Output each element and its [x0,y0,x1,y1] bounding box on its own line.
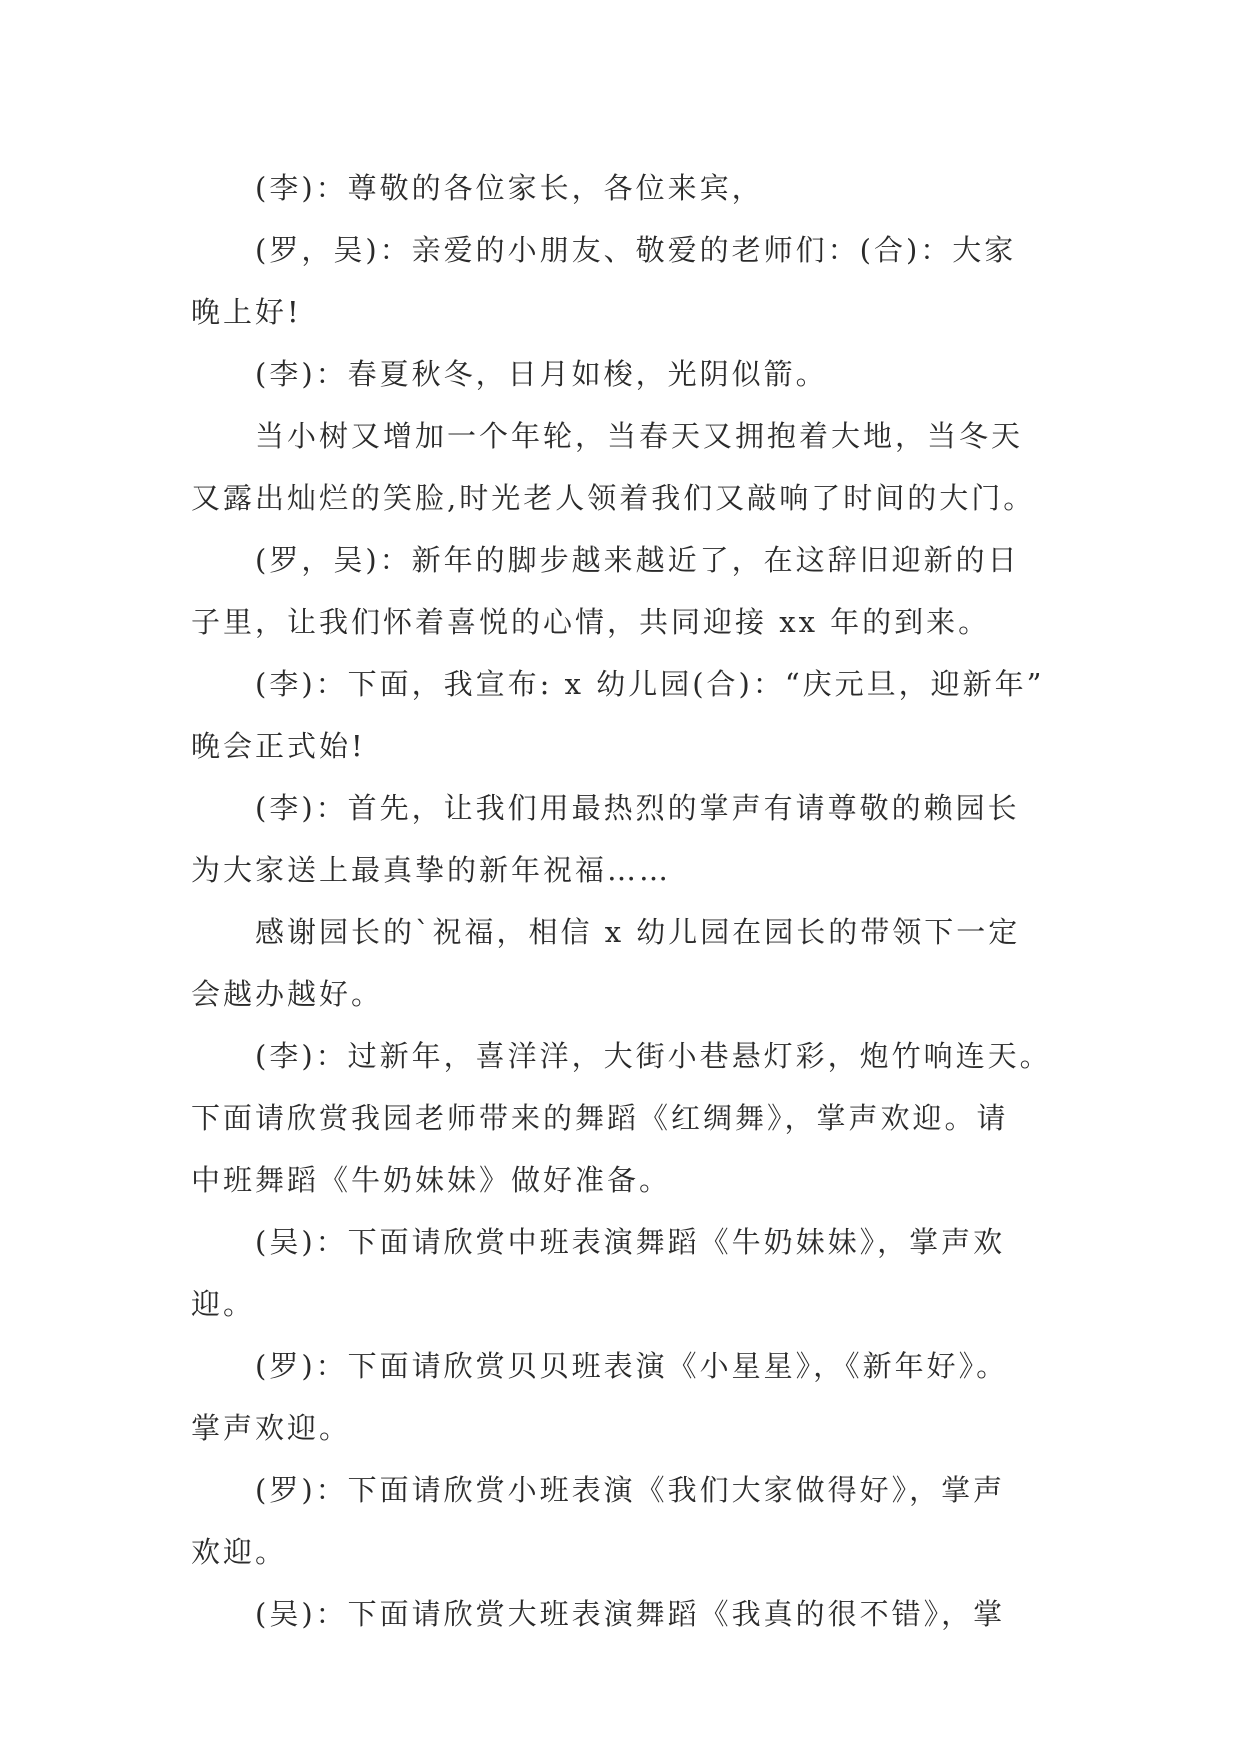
paragraph [191,1211,1071,1335]
paragraph [191,1583,1071,1645]
paragraph [191,529,1071,653]
paragraph-line: (李)：首先，让我们用最热烈的掌声有请尊敬的赖园长 [255,791,1020,825]
paragraph-line: (李)：下面，我宣布: x 幼儿园(合)：“庆元旦，迎新年” [255,667,1045,701]
paragraph-line: 下面请欣赏我园老师带来的舞蹈《红绸舞》，掌声欢迎。请 [191,1101,1009,1135]
paragraph-line: (李)：过新年，喜洋洋，大街小巷悬灯彩，炮竹响连天。 [255,1039,1052,1073]
paragraph-line: 欢迎。 [191,1535,288,1569]
paragraph-line: (罗)：下面请欣赏贝贝班表演《小星星》，《新年好》。 [255,1349,1009,1383]
document-body [191,157,1071,1645]
paragraph-line: (吴)：下面请欣赏中班表演舞蹈《牛奶妹妹》，掌声欢 [255,1225,1006,1259]
paragraph-line: 晚上好! [191,295,302,329]
paragraph-line: 子里，让我们怀着喜悦的心情，共同迎接 xx 年的到来。 [191,605,991,639]
paragraph-line: 晚会正式始! [191,729,366,763]
paragraph [191,777,1071,901]
paragraph [191,1335,1071,1459]
paragraph-line: (罗，吴)：亲爱的小朋友、敬爱的老师们：(合)：大家 [255,233,1017,267]
paragraph-line: 掌声欢迎。 [191,1411,352,1445]
paragraph-line: (李)：春夏秋冬，日月如梭，光阴似箭。 [255,357,828,391]
paragraph [191,1459,1071,1583]
paragraph-line: 又露出灿烂的笑脸,时光老人领着我们又敲响了时间的大门。 [191,481,1036,515]
paragraph-line: (罗，吴)：新年的脚步越来越近了，在这辞旧迎新的日 [255,543,1020,577]
paragraph [191,219,1071,343]
paragraph [191,343,1071,405]
paragraph [191,157,1071,219]
paragraph-line: (吴)：下面请欣赏大班表演舞蹈《我真的很不错》，掌 [255,1597,1006,1631]
paragraph-line: (李)：尊敬的各位家长，各位来宾， [255,171,764,205]
paragraph-line: 会越办越好。 [191,977,384,1011]
paragraph-line: 迎。 [191,1287,256,1321]
paragraph-line: 为大家送上最真挚的新年祝福…… [191,853,672,887]
paragraph [191,405,1071,529]
paragraph [191,653,1071,777]
paragraph-line: 感谢园长的`祝福，相信 x 幼儿园在园长的带领下一定 [255,915,1021,949]
paragraph-line: (罗)：下面请欣赏小班表演《我们大家做得好》，掌声 [255,1473,1006,1507]
paragraph-line: 当小树又增加一个年轮，当春天又拥抱着大地，当冬天 [255,419,1024,453]
paragraph-line: 中班舞蹈《牛奶妹妹》做好准备。 [191,1163,672,1197]
paragraph [191,901,1071,1025]
paragraph [191,1025,1071,1211]
